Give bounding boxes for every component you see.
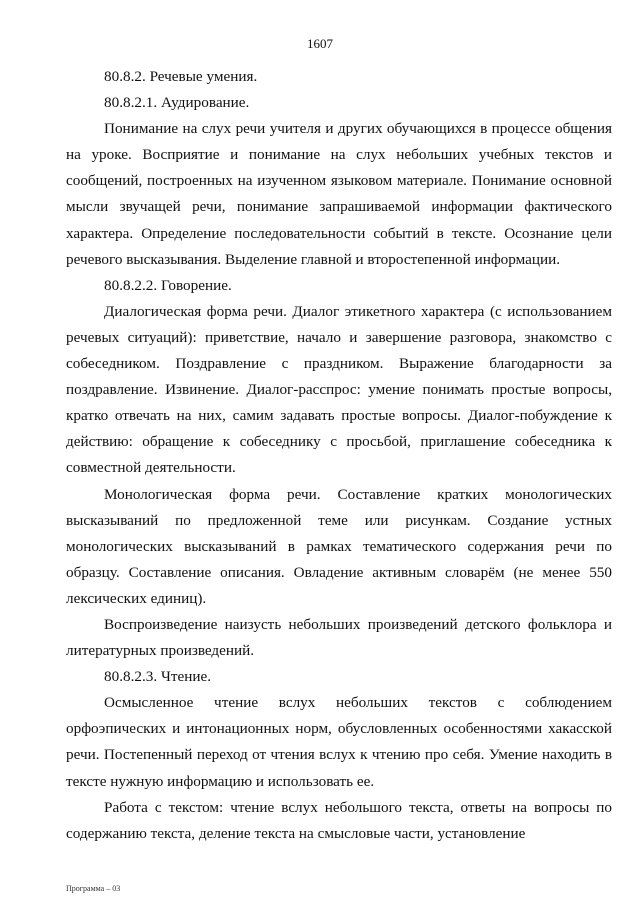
document-body <box>66 64 612 847</box>
page-footer: Программа – 03 <box>66 884 121 893</box>
subsection-heading-speaking: 80.8.2.2. Говорение. <box>104 276 232 294</box>
subsection-heading-reading: 80.8.2.3. Чтение. <box>104 668 211 686</box>
paragraph-dialogue: Диалогическая форма речи. Диалог этикетного характера (с использованием речевых ситуаций): приветствие, начало и завершение разговора, знакомство с собеседником. Поздравление с праздником. Выражение благодарности за поздравление. Извинение. Диалог-расспрос: умение понимать простые вопросы, кратко отвечать на них, самим задавать простые вопросы. Диалог-побуждение к действию: обращение к собеседнику с просьбой, приглашение собеседника к совместной деятельности. <box>66 302 612 477</box>
page-number: 1607 <box>307 36 333 51</box>
paragraph-reading-aloud: Осмысленное чтение вслух небольших текстов с соблюдением орфоэпических и интонационных норм, обусловленных особенностями хакасской речи. Постепенный переход от чтения вслух к чтению про себя. Умение находить в тексте нужную информацию и использовать ее. <box>66 694 612 790</box>
paragraph-text-work: Работа с текстом: чтение вслух небольшого текста, ответы на вопросы по содержанию текста, деление текста на смысловые части, установление <box>66 798 612 842</box>
paragraph-listening: Понимание на слух речи учителя и других обучающихся в процессе общения на уроке. Восприятие и понимание на слух небольших учебных текстов и сообщений, построенных на изученном языковом материале. Понимание основной мысли звучащей речи, понимание запрашиваемой информации фактического характера. Определение последовательности событий в тексте. Осознание цели речевого высказывания. Выделение главной и второстепенной информации. <box>66 120 612 268</box>
paragraph-monologue: Монологическая форма речи. Составление кратких монологических высказываний по предложенной теме или рисункам. Создание устных монологических высказываний в рамках тематического содержания речи по образцу. Составление описания. Овладение активным словарём (не менее 550 лексических единиц). <box>66 485 612 607</box>
paragraph-recitation: Воспроизведение наизусть небольших произведений детского фольклора и литературных произведений. <box>66 615 612 660</box>
section-heading-speech-skills: 80.8.2. Речевые умения. <box>104 68 258 85</box>
subsection-heading-listening: 80.8.2.1. Аудирование. <box>104 94 250 112</box>
